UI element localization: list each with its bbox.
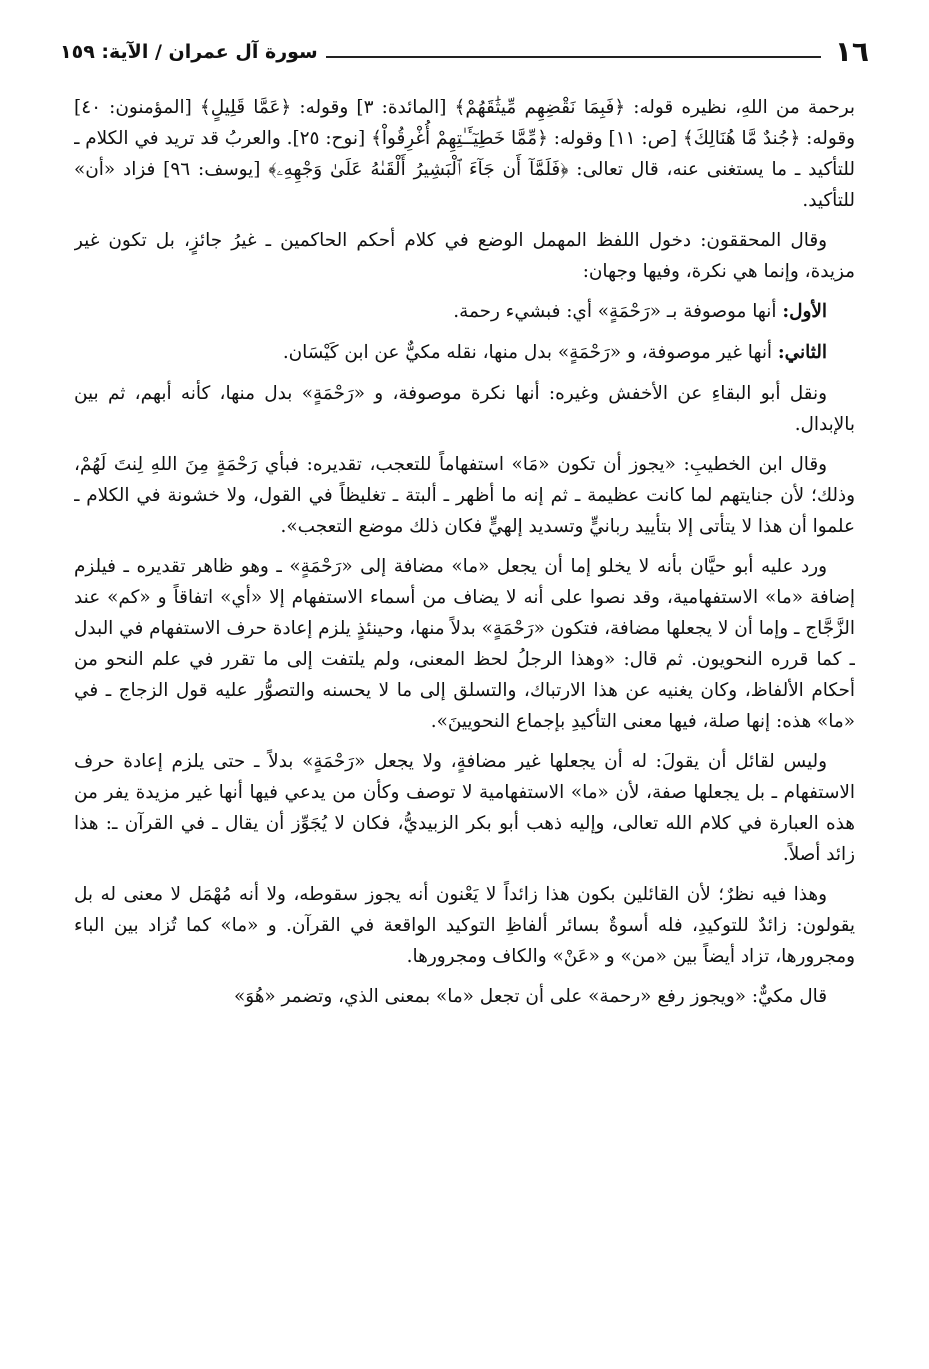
page-header bbox=[60, 26, 869, 66]
paragraph-second-aspect bbox=[74, 337, 855, 368]
paragraph-text: وقال ابن الخطيبِ: «يجوز أن تكون «مَا» استفهاماً للتعجب، تقديره: فبأي رَحْمَةٍ مِنَ اللهِ لِنتَ لَهُمْ، وذلك؛ لأن جنايتهم لما كانت عظيمة ـ ثم إنه ما أظهر ـ ألبتة ـ تغليظاً في القول، ولا خشونة في الكلام ـ علموا أن هذا لا يتأتى إلا بتأييد ربانيٍّ وتسديد إلهيٍّ فكان ذلك موضع التعجب». bbox=[74, 454, 855, 537]
header-rule bbox=[326, 56, 821, 58]
paragraph bbox=[74, 879, 855, 972]
paragraph bbox=[74, 378, 855, 440]
paragraph-text: أنها موصوفة بـ «رَحْمَةٍ» أي: فبشيء رحمة. bbox=[453, 301, 783, 322]
paragraph-text: ونقل أبو البقاءِ عن الأخفش وغيره: أنها نكرة موصوفة، و «رَحْمَةٍ» بدل منها، كأنه أبهم، ثم بين بالإبدال. bbox=[74, 383, 855, 435]
aspect-lead: الثاني: bbox=[777, 342, 827, 363]
paragraph-text: وليس لقائل أن يقولَ: له أن يجعلها غير مضافةٍ، ولا يجعل «رَحْمَةٍ» بدلاً ـ حتى يلزم إعادة حرف الاستفهام ـ بل يجعلها صفة، لأن «ما» الاستفهامية لا توصف وكأن من يدعي فيها أنها غير مزيدة يفر من هذه العبارة في كلام الله تعالى، وإليه ذهب أبو بكر الزبيديُّ، فكان لا يُجَوِّز أن يقال ـ في القرآن ـ: هذا زائد أصلاً. bbox=[74, 751, 855, 865]
running-head: سورة آل عمران / الآية: ١٥٩ bbox=[60, 41, 318, 63]
paragraph-text: أنها غير موصوفة، و «رَحْمَةٍ» بدل منها، نقله مكيٌّ عن ابن كَيْسَان. bbox=[282, 342, 778, 363]
paragraph bbox=[74, 92, 855, 216]
paragraph-first-aspect bbox=[74, 296, 855, 327]
paragraph bbox=[74, 746, 855, 870]
paragraph-text: وهذا فيه نظرٌ؛ لأن القائلين بكون هذا زائداً لا يَعْنون أنه يجوز سقوطه، ولا أنه مُهْمَل لا معنى له بل يقولون: زائدٌ للتوكيدِ، فله أسوةٌ بسائر ألفاظِ التوكيد الواقعة في القرآن. و «ما» كما تُزاد بين الباء ومجرورها، تزاد أيضاً بين «من» و «عَنْ» والكاف ومجرورها. bbox=[74, 884, 855, 967]
paragraph-text: ورد عليه أبو حيَّان بأنه لا يخلو إما أن يجعل «ما» مضافة إلى «رَحْمَةٍ» ـ وهو ظاهر تقديره ـ فيلزم إضافة «ما» الاستفهامية، وقد نصوا على أنه لا يضاف من أسماء الاستفهام إلا «أي» اتفاقاً و «كم» عند الزَّجَّاج ـ وإما أن لا يجعلها مضافة، فتكون «رَحْمَةٍ» بدلاً منها، وحينئذٍ يلزم إعادة حرف الاستفهام في البدل ـ كما قرره النحويون. ثم قال: «وهذا الرجلُ لحظ المعنى، ولم يلتفت إلى ما تقرر في علم النحو من أحكام الألفاظ، وكان يغنيه عن هذا الارتباك، والتسلق إلى ما لا يحسنه والتصوُّر عليه قول الزجاج ـ في «ما» هذه: إنها صلة، فيها معنى التأكيدِ بإجماع النحويينَ». bbox=[74, 556, 855, 732]
page-body bbox=[74, 92, 855, 1339]
paragraph bbox=[74, 981, 855, 1012]
page-number: ١٦ bbox=[834, 35, 869, 68]
paragraph bbox=[74, 551, 855, 737]
paragraph bbox=[74, 225, 855, 287]
paragraph-text: وقال المحققون: دخول اللفظ المهمل الوضع في كلام أحكم الحاكمين ـ غيرُ جائزٍ، بل تكون غير مزيدة، وإنما هي نكرة، وفيها وجهان: bbox=[74, 230, 855, 282]
paragraph-text: برحمة من اللهِ، نظيره قوله: ﴿فَبِمَا نَقْضِهِم مِّيثَٰقَهُمْ﴾ [المائدة: ٣] وقوله: ﴿عَمَّا قَلِيلٍ﴾ [المؤمنون: ٤٠] وقوله: ﴿جُندٌ مَّا هُنَالِكَ﴾ [ص: ١١] وقوله: ﴿مِّمَّا خَطِيٓـَٔـٰتِهِمْ أُغْرِقُواْ﴾ [نوح: ٢٥]. والعربُ قد تريد في الكلام ـ للتأكيد ـ ما يستغنى عنه، قال تعالى: ﴿فَلَمَّآ أَن جَآءَ ٱلْبَشِيرُ أَلْقَىٰهُ عَلَىٰ وَجْهِهِۦ﴾ [يوسف: ٩٦] فزاد «أن» للتأكيد. bbox=[74, 97, 855, 211]
aspect-lead: الأول: bbox=[782, 301, 827, 322]
paragraph bbox=[74, 449, 855, 542]
paragraph-text: قال مكيٌّ: «ويجوز رفع «رحمة» على أن تجعل «ما» بمعنى الذي، وتضمر «هُوَ» bbox=[233, 986, 827, 1007]
